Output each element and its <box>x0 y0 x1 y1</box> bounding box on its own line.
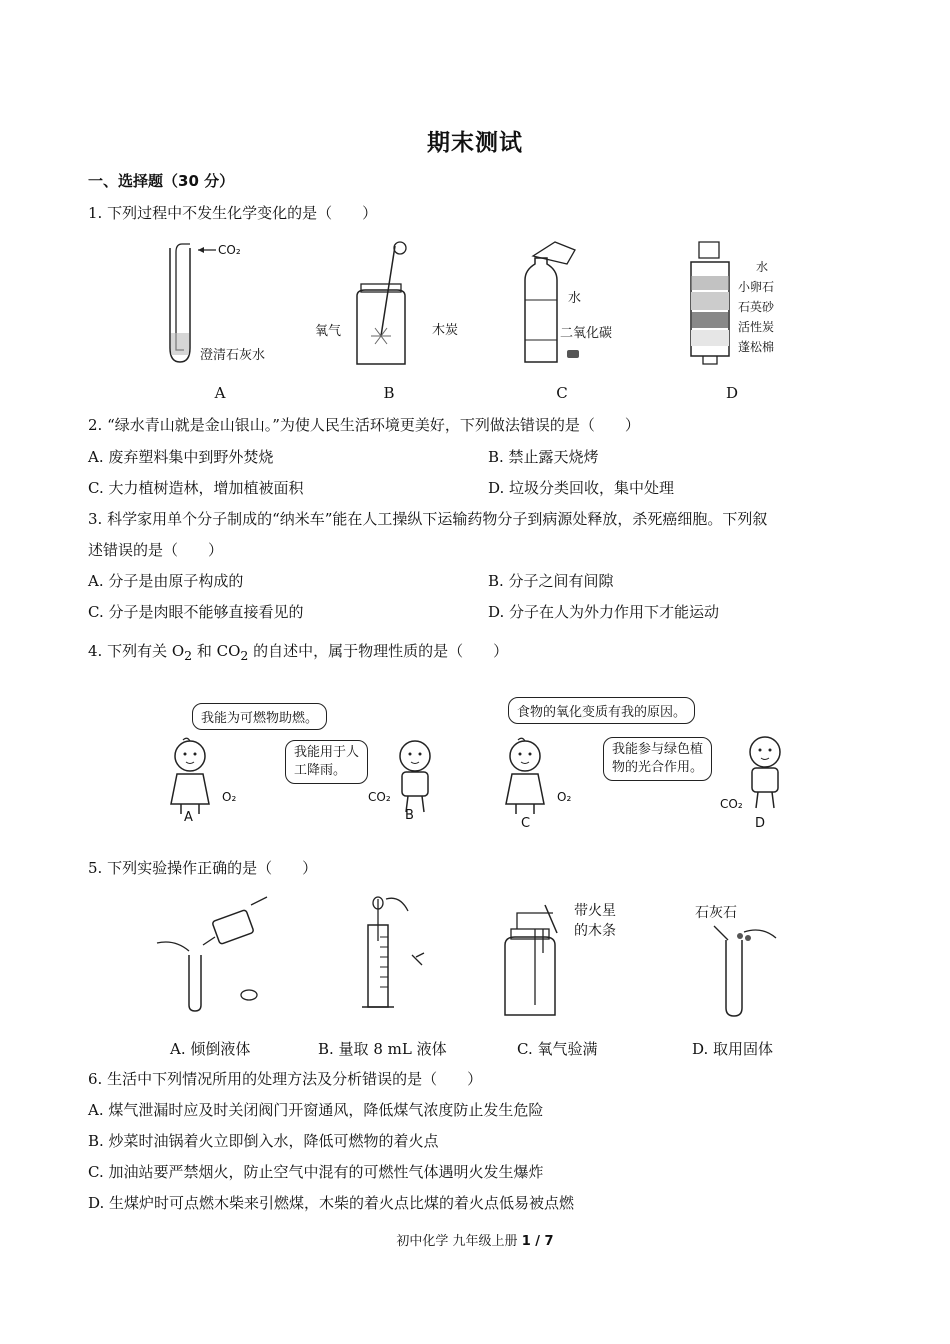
q4-boy-b-figure <box>390 738 440 818</box>
q1-label-pebble: 小卵石 <box>738 280 775 294</box>
q4-bubble-a: 我能为可燃物助燃。 <box>192 703 327 730</box>
q4-gas-label-d: CO₂ <box>720 797 743 811</box>
q3-option-a: A. 分子是由原子构成的 <box>88 572 244 590</box>
footer-text: 初中化学 九年级上册 <box>396 1234 522 1249</box>
q4-letter-b: B <box>405 808 414 823</box>
question-6-stem: 6. 生活中下列情况所用的处理方法及分析错误的是（ ） <box>88 1070 483 1088</box>
q1-caption-d: D <box>725 384 739 402</box>
page-title: 期末测试 <box>427 130 523 156</box>
q1-figure-b <box>355 240 415 370</box>
q4-boy-d-figure <box>740 734 790 814</box>
q6-option-a: A. 煤气泄漏时应及时关闭阀门开窗通风，降低煤气浓度防止发生危险 <box>88 1101 544 1119</box>
q4-bubble-d-line1: 我能参与绿色植 <box>612 742 704 757</box>
q2-option-c: C. 大力植树造林，增加植被面积 <box>88 479 304 497</box>
section-heading: 一、选择题（30 分） <box>88 172 235 190</box>
q1-label-co2-cn: 二氧化碳 <box>560 326 613 341</box>
q5-caption-d: D. 取用固体 <box>692 1040 774 1058</box>
q5-caption-b: B. 量取 8 mL 液体 <box>318 1040 447 1058</box>
q1-label-water: 水 <box>568 291 582 306</box>
q1-label-limewater: 澄清石灰水 <box>200 348 266 363</box>
q5-figure-a <box>155 895 275 1015</box>
q2-option-a: A. 废弃塑料集中到野外焚烧 <box>88 448 274 466</box>
q1-label-quartz: 石英砂 <box>738 300 775 314</box>
question-1-stem: 1. 下列过程中不发生化学变化的是（ ） <box>88 204 378 222</box>
q6-option-b: B. 炒菜时油锅着火立即倒入水，降低可燃物的着火点 <box>88 1132 439 1150</box>
q5-figure-b <box>350 895 440 1015</box>
q3-option-b: B. 分子之间有间隙 <box>488 572 614 590</box>
q2-option-d: D. 垃圾分类回收，集中处理 <box>488 479 675 497</box>
q4-letter-c: C <box>521 816 531 831</box>
q4-letter-a: A <box>184 810 193 825</box>
q1-caption-b: B <box>383 384 395 402</box>
question-3-stem-line2: 述错误的是（ ） <box>88 541 224 559</box>
q5-caption-a: A. 倾倒液体 <box>170 1040 251 1058</box>
q5-label-ember-1: 带火星 <box>574 903 616 919</box>
q4-gas-label-c: O₂ <box>557 790 572 804</box>
q4-gas-label-a: O₂ <box>222 790 237 804</box>
q1-label-oxygen: 氧气 <box>315 324 342 339</box>
q3-option-d: D. 分子在人为外力作用下才能运动 <box>488 603 720 621</box>
q4-girl-c-figure <box>500 738 550 818</box>
q5-figure-c <box>495 905 565 1017</box>
q1-label-co2: CO₂ <box>218 243 241 257</box>
q1-label-charcoal: 木炭 <box>432 323 459 338</box>
page-number: 1 / 7 <box>521 1234 554 1249</box>
q6-option-d: D. 生煤炉时可点燃木柴来引燃煤，木柴的着火点比煤的着火点低易被点燃 <box>88 1194 575 1212</box>
q4-bubble-b <box>285 740 368 784</box>
question-3-stem-line1: 3. 科学家用单个分子制成的“纳米车”能在人工操纵下运输药物分子到病源处释放，杀死癌细胞。下列叙 <box>88 510 768 528</box>
question-5-stem: 5. 下列实验操作正确的是（ ） <box>88 859 318 877</box>
q4-bubble-d <box>603 737 712 781</box>
q1-label-water2: 水 <box>756 260 769 274</box>
q4-sub-2: 2 <box>240 648 249 663</box>
q4-bubble-d-line2: 物的光合作用。 <box>612 760 704 775</box>
q1-label-carbon: 活性炭 <box>738 320 775 334</box>
q4-stem-b: 和 CO <box>192 642 241 660</box>
q1-caption-c: C <box>556 384 568 402</box>
question-2-stem: 2. “绿水青山就是金山银山。”为使人民生活环境更美好，下列做法错误的是（ ） <box>88 416 640 434</box>
q4-letter-d: D <box>755 816 766 831</box>
q4-gas-label-b: CO₂ <box>368 790 391 804</box>
q2-option-b: B. 禁止露天烧烤 <box>488 448 599 466</box>
q4-girl-a-figure <box>165 738 215 818</box>
q5-caption-c: C. 氧气验满 <box>517 1040 598 1058</box>
q4-bubble-c: 食物的氧化变质有我的原因。 <box>508 697 695 724</box>
q4-sub-1: 2 <box>184 648 193 663</box>
q4-bubble-b-line1: 我能用于人 <box>294 745 360 760</box>
q4-stem-a: 4. 下列有关 O <box>88 642 185 660</box>
q1-figure-d <box>683 240 743 370</box>
q1-label-cotton: 蓬松棉 <box>738 340 775 354</box>
page-footer <box>0 1230 950 1249</box>
question-4-stem <box>88 640 508 663</box>
q5-label-limestone: 石灰石 <box>695 905 737 921</box>
q4-bubble-b-line2: 工降雨。 <box>294 763 347 778</box>
q3-option-c: C. 分子是肉眼不能够直接看见的 <box>88 603 304 621</box>
q5-figure-d <box>700 920 790 1020</box>
q1-caption-a: A <box>214 384 226 402</box>
q6-option-c: C. 加油站要严禁烟火，防止空气中混有的可燃性气体遇明火发生爆炸 <box>88 1163 544 1181</box>
q5-label-ember-2: 的木条 <box>574 923 616 939</box>
q4-stem-c: 的自述中，属于物理性质的是（ ） <box>248 642 509 660</box>
